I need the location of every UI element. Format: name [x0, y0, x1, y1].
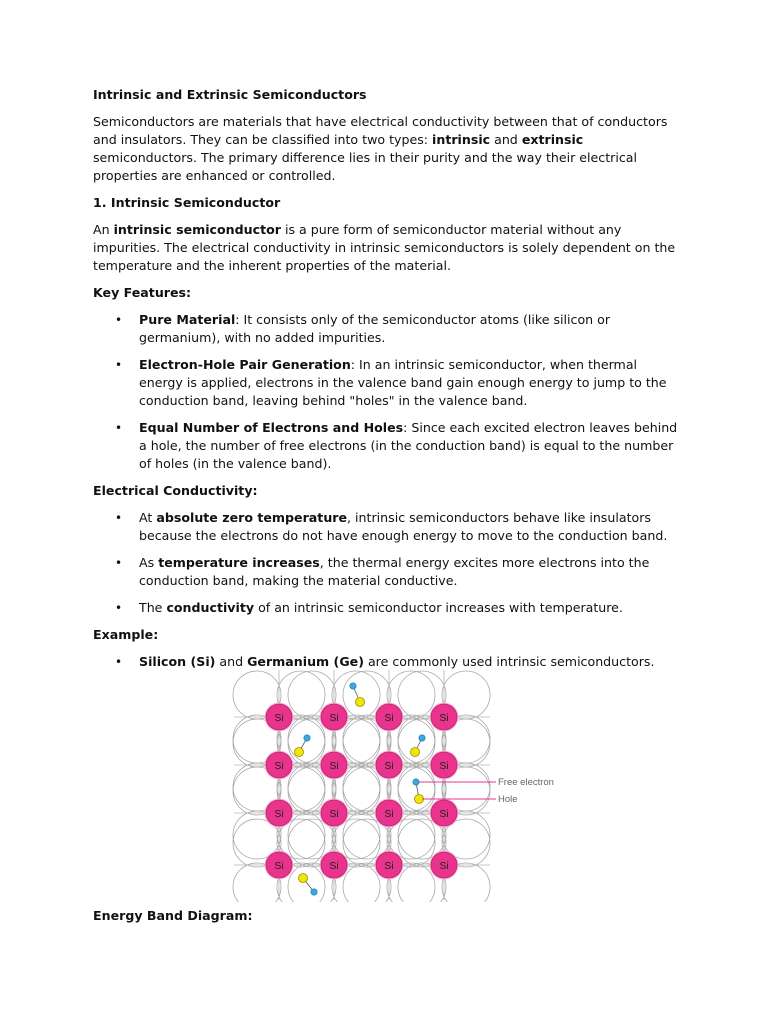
si-atom-label: Si: [439, 860, 449, 872]
item-post: , the thermal energy excites more electrons into the conduction band, making the material conductive.: [139, 555, 650, 588]
si-atom-label: Si: [384, 860, 394, 872]
electron-dot: [304, 735, 310, 741]
si-atom-label: Si: [329, 860, 339, 872]
si-atom-label: Si: [384, 760, 394, 772]
lattice-diagram: [232, 668, 562, 902]
si-atom-label: Si: [439, 712, 449, 724]
bullet-icon: •: [115, 313, 123, 327]
key-features-title: Key Features:: [93, 285, 192, 300]
bullet-icon: •: [115, 601, 123, 615]
electron-dot: [413, 779, 419, 785]
intro-text-3: semiconductors. The primary difference lies in their purity and the way their electrical properties are enhanced or controlled.: [93, 150, 637, 183]
bullet-icon: •: [115, 511, 123, 525]
feature-text: : In an intrinsic semiconductor, when thermal energy is applied, electrons in the valence band gain enough energy to jump to the conduction band, leaving behind "holes" in the valence band.: [139, 357, 667, 408]
s1-bold-term: intrinsic semiconductor: [113, 222, 281, 237]
list-item: [93, 599, 683, 617]
hole-dot: [295, 748, 304, 757]
si-atom-label: Si: [439, 808, 449, 820]
example-text-2: are commonly used intrinsic semiconductors.: [363, 654, 655, 669]
item-bold: conductivity: [166, 600, 255, 615]
item-post: , intrinsic semiconductors behave like insulators because the electrons do not have enough energy to move to the conduction band.: [139, 510, 668, 543]
item-pre: At: [139, 510, 157, 525]
feature-bold: Pure Material: [139, 312, 236, 327]
hole-dot: [299, 874, 308, 883]
item-bold: absolute zero temperature: [156, 510, 348, 525]
intro-paragraph: [93, 113, 683, 185]
item-pre: The: [139, 600, 167, 615]
intro-text-1: Semiconductors are materials that have electrical conductivity between that of conductors and insulators. They can be classified into two types:: [93, 114, 668, 147]
example-bold-si: Silicon (Si): [139, 654, 216, 669]
item-post: of an intrinsic semiconductor increases with temperature.: [254, 600, 623, 615]
list-item: [93, 311, 683, 347]
document-body: [93, 86, 683, 680]
free-electron-label: Free electron: [498, 777, 554, 788]
s1-text-1: An: [93, 222, 114, 237]
intro-text-2: and: [490, 132, 522, 147]
si-atoms: [265, 703, 459, 880]
si-atom-label: Si: [274, 860, 284, 872]
list-item: [93, 356, 683, 410]
electron-dot: [419, 735, 425, 741]
feature-bold: Electron-Hole Pair Generation: [139, 357, 351, 372]
si-atom-label: Si: [384, 712, 394, 724]
bullet-icon: •: [115, 556, 123, 570]
si-atom-label: Si: [384, 808, 394, 820]
example-bold-ge: Germanium (Ge): [247, 654, 364, 669]
electron-dot: [350, 683, 356, 689]
electron-dot: [311, 889, 317, 895]
example-text-1: and: [215, 654, 248, 669]
hole-dot: [411, 748, 420, 757]
si-atom-label: Si: [274, 760, 284, 772]
hole-dot: [356, 698, 365, 707]
example-title: Example:: [93, 627, 159, 642]
section-1-title: 1. Intrinsic Semiconductor: [93, 195, 281, 210]
document-title: Intrinsic and Extrinsic Semiconductors: [93, 87, 367, 102]
feature-text: : Since each excited electron leaves behind a hole, the number of free electrons (in the conduction band) is equal to the number of holes (in the valence band).: [139, 420, 678, 471]
si-atom-label: Si: [329, 712, 339, 724]
feature-text: : It consists only of the semiconductor atoms (like silicon or germanium), with no added impurities.: [139, 312, 611, 345]
intro-bold-intrinsic: intrinsic: [432, 132, 491, 147]
si-atom-label: Si: [274, 712, 284, 724]
feature-bold: Equal Number of Electrons and Holes: [139, 420, 404, 435]
conductivity-title: Electrical Conductivity:: [93, 483, 258, 498]
item-bold: temperature increases: [158, 555, 320, 570]
si-atom-label: Si: [439, 760, 449, 772]
list-item: [93, 509, 683, 545]
bullet-icon: •: [115, 358, 123, 372]
conductivity-list: [93, 509, 683, 617]
list-item: [93, 554, 683, 590]
s1-text-2: is a pure form of semiconductor material without any impurities. The electrical conductivity in intrinsic semiconductors is solely dependent on the temperature and the inherent properties of the material.: [93, 222, 676, 273]
key-features-list: [93, 311, 683, 473]
si-atom-label: Si: [329, 760, 339, 772]
bullet-icon: •: [115, 421, 123, 435]
section-1-paragraph: [93, 221, 683, 275]
si-atom-label: Si: [329, 808, 339, 820]
si-atom-label: Si: [274, 808, 284, 820]
silicon-lattice-figure: [232, 668, 562, 902]
intro-bold-extrinsic: extrinsic: [521, 132, 584, 147]
list-item: [93, 419, 683, 473]
hole-label: Hole: [498, 794, 518, 805]
item-pre: As: [139, 555, 159, 570]
energy-band-title: Energy Band Diagram:: [93, 908, 253, 923]
bullet-icon: •: [115, 655, 123, 669]
